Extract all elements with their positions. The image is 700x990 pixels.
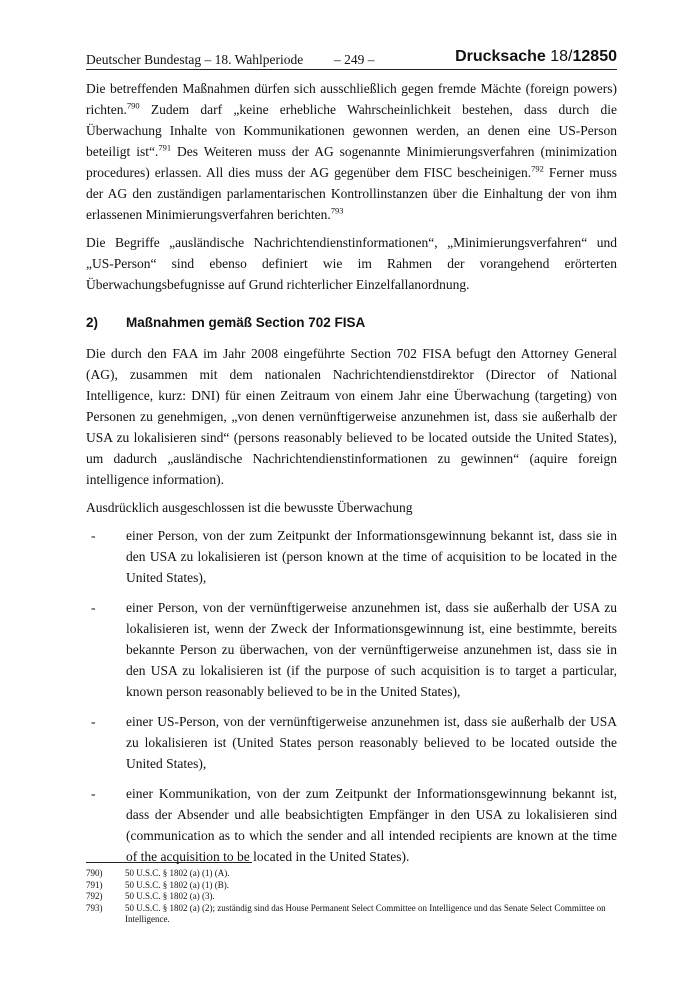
p1-sentence-4: Ferner muss der AG den zuständigen parlamentarischen Kontrollinstanzen über die Einhaltung der von ihm erlassenen Minimierungsverfahren berichten. bbox=[86, 165, 617, 222]
list-dash: - bbox=[91, 528, 96, 543]
footnote-790 bbox=[86, 868, 617, 880]
list-dash: - bbox=[91, 600, 96, 615]
paragraph-2: Die Begriffe „ausländische Nachrichtendienstinformationen“, „Minimierungsverfahren“ und „US-Person“ sind ebenso definiert wie im Rahmen der vorangehend erörterten Überwachungsbefugnisse auf Grund richterlicher Einzelfallanordnung. bbox=[86, 235, 617, 292]
footnote-792 bbox=[86, 891, 617, 903]
footnote-text: 50 U.S.C. § 1802 (a) (1) (A). bbox=[125, 868, 230, 878]
section-heading bbox=[86, 313, 617, 333]
footnote-number: 791) bbox=[86, 879, 103, 890]
footnote-separator bbox=[86, 862, 252, 863]
footnote-number: 792) bbox=[86, 891, 103, 901]
doc-num-period: 18/ bbox=[550, 48, 573, 65]
section-title: Maßnahmen gemäß Section 702 FISA bbox=[126, 315, 366, 330]
footnote-ref-790[interactable]: 790 bbox=[126, 100, 140, 111]
exclusion-list bbox=[86, 525, 617, 867]
header-document-number bbox=[455, 48, 617, 66]
section-number: 2) bbox=[86, 315, 99, 330]
header-page-number: – 249 – bbox=[334, 52, 375, 67]
footnote-ref-793[interactable]: 793 bbox=[330, 205, 344, 216]
footnote-number: 790) bbox=[86, 868, 103, 878]
list-item bbox=[86, 711, 617, 774]
footnotes bbox=[86, 868, 617, 926]
header-rule bbox=[86, 69, 617, 70]
footnote-791 bbox=[86, 880, 617, 892]
footnote-793 bbox=[86, 903, 617, 926]
list-item bbox=[86, 525, 617, 588]
doc-label: Drucksache bbox=[455, 48, 546, 65]
footnote-text: 50 U.S.C. § 1802 (a) (3). bbox=[125, 891, 215, 901]
paragraph-4: Ausdrücklich ausgeschlossen ist die bewusste Überwachung bbox=[86, 500, 413, 515]
footnote-ref-792[interactable]: 792 bbox=[531, 163, 544, 174]
list-dash: - bbox=[91, 786, 96, 801]
footnote-text: 50 U.S.C. § 1802 (a) (2); zuständig sind das House Permanent Select Committee on Intelligence und das Senate Select Committee on Intelligence. bbox=[125, 902, 606, 924]
main-text bbox=[86, 78, 617, 876]
doc-num-id: 12850 bbox=[572, 48, 617, 65]
footnote-text: 50 U.S.C. § 1802 (a) (1) (B). bbox=[125, 879, 229, 890]
list-dash: - bbox=[91, 714, 96, 729]
list-item-text: einer Kommunikation, von der zum Zeitpunkt der Informationsgewinnung bekannt ist, dass der Absender und alle beabsichtigten Empfänger in den USA zu lokalisieren sind (communication as to which the sender and all intended recipients are known at the time of the acquisition to be located in the United States). bbox=[126, 786, 617, 864]
list-item-text: einer US-Person, von der vernünftigerweise anzunehmen ist, dass sie außerhalb der USA zu lokalisieren ist (United States person reasonably believed to be located outside the United States), bbox=[126, 714, 617, 771]
list-item-text: einer Person, von der zum Zeitpunkt der Informationsgewinnung bekannt ist, dass sie in den USA zu lokalisieren ist (person known at the time of acquisition to be located in the United States), bbox=[126, 528, 617, 585]
footnote-ref-791[interactable]: 791 bbox=[158, 142, 172, 153]
list-item-text: einer Person, von der vernünftigerweise anzunehmen ist, dass sie außerhalb der USA zu lokalisieren ist, wenn der Zweck der Informationsgewinnung ist, eine bestimmte, bereits bekannte Person zu überwachen, von der vernünftigerweise anzunehmen ist, dass sie in den USA zu lokalisieren ist (if the purpose of such acquisition is to target a particular, known person reasonably believed to be in the United States), bbox=[126, 600, 617, 699]
p1-sentence-1: Die betreffenden Maßnahmen dürfen sich ausschließlich gegen fremde Mächte (foreign powers) richten. bbox=[86, 81, 617, 117]
paragraph-1 bbox=[86, 78, 617, 225]
p1-sentence-3: Des Weiteren muss der AG sogenannte Minimierungsverfahren (minimization procedures) erlassen. All dies muss der AG gegenüber dem FISC bescheinigen. bbox=[86, 144, 617, 180]
footnote-number: 793) bbox=[86, 902, 103, 913]
p1-sentence-2: Zudem darf „keine erhebliche Wahrscheinlichkeit bestehen, dass durch die Überwachung Inhalte von Kommunikationen gewonnen werden, an denen eine US-Person beteiligt ist“. bbox=[86, 102, 617, 159]
list-item bbox=[86, 597, 617, 702]
list-item bbox=[86, 783, 617, 867]
paragraph-3: Die durch den FAA im Jahr 2008 eingeführte Section 702 FISA befugt den Attorney General (AG), zusammen mit dem nationalen Nachrichtendienstdirektor (Director of National Intelligence, kurz: DNI) für einen Zeitraum von einem Jahr eine Überwachung (targeting) von Personen zu genehmigen, „von denen vernünftigerweise anzunehmen ist, dass sie außerhalb der USA zu lokalisieren sind“ (persons reasonably believed to be located outside the United States), um dadurch „ausländische Nachrichtendienstinformationen zu gewinnen“ (aquire foreign intelligence information). bbox=[86, 346, 617, 487]
header-parliament-term: Deutscher Bundestag – 18. Wahlperiode bbox=[86, 52, 304, 67]
